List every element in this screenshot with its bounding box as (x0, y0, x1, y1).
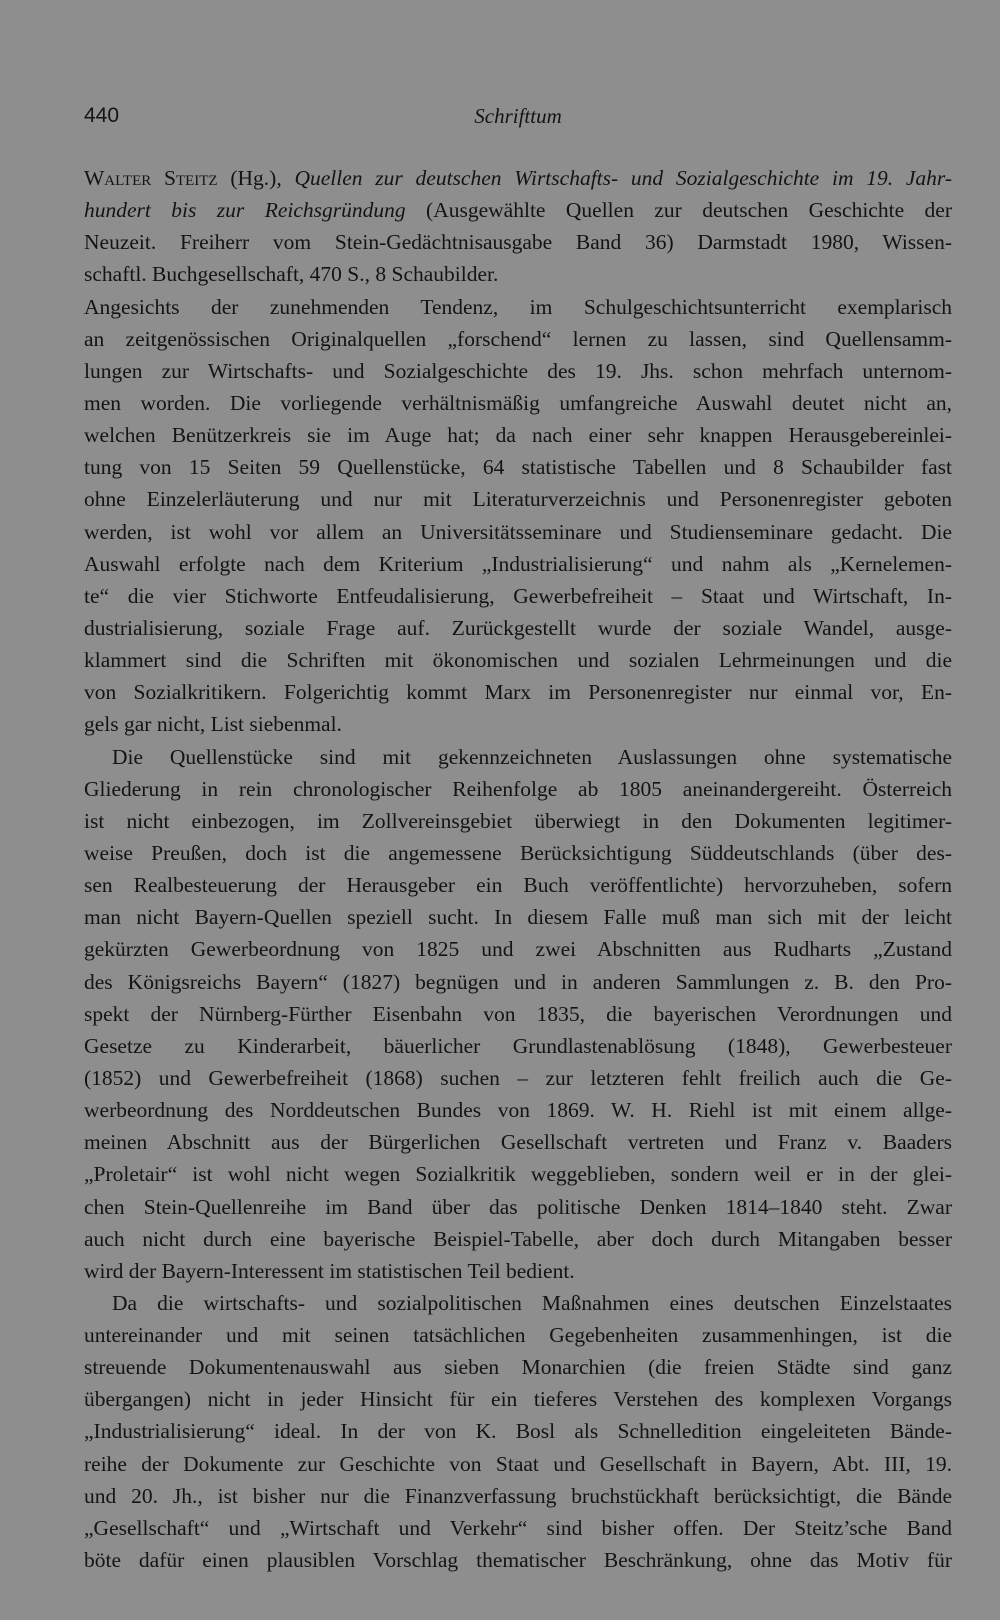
text-line: meinen Abschnitt aus der Bürgerlichen Gesellschaft vertreten und Franz v. Baaders (84, 1130, 952, 1155)
text-line: böte dafür einen plausiblen Vorschlag thematischer Beschränkung, ohne das Motiv für (84, 1548, 952, 1573)
text-line: dustrialisierung, soziale Frage auf. Zurückgestellt wurde der soziale Wandel, ausge- (84, 615, 952, 640)
text-line: ohne Einzelerläuterung und nur mit Literaturverzeichnis und Personenregister geboten (84, 487, 952, 512)
citation-block (84, 162, 952, 291)
citation-series: (Ausgewählte Quellen zur deutschen Geschichte der (405, 198, 952, 223)
text-line: streuende Dokumentenauswahl aus sieben Monarchien (die freien Städte sind ganz (84, 1355, 952, 1380)
text-line: (1852) und Gewerbefreiheit (1868) suchen – zur letzteren fehlt freilich auch die Ge- (84, 1065, 952, 1090)
text-line: Angesichts der zunehmenden Tendenz, im Schulgeschichtsunterricht exemplarisch (84, 294, 952, 319)
paragraph-3 (84, 1287, 952, 1576)
text-line: untereinander und mit seinen tatsächlichen Gegebenheiten zusammenhingen, ist die (84, 1323, 952, 1348)
text-line: „Industrialisierung“ ideal. In der von K. Bosl als Schnelledition eingeleiteten Bände- (84, 1419, 952, 1444)
text-line: auch nicht durch eine bayerische Beispiel-Tabelle, aber doch durch Mitangaben besser (84, 1226, 952, 1251)
text-line: übergangen) nicht in jeder Hinsicht für ein tieferes Verstehen des komplexen Vorgangs (84, 1387, 952, 1412)
citation-line: Neuzeit. Freiherr vom Stein-Gedächtnisausgabe Band 36) Darmstadt 1980, Wissen- (84, 230, 952, 255)
text-line: werden, ist wohl vor allem an Universitätsseminare und Studienseminare gedacht. Die (84, 519, 952, 544)
text-line: „Gesellschaft“ und „Wirtschaft und Verkehr“ sind bisher offen. Der Steitz’sche Band (84, 1515, 952, 1540)
text-line: Die Quellenstücke sind mit gekennzeichneten Auslassungen ohne systematische (112, 744, 952, 769)
section-title: Schrifttum (474, 104, 562, 128)
text-line: weise Preußen, doch ist die angemessene Berücksichtigung Süddeutschlands (über des- (84, 840, 952, 865)
text-line: „Proletair“ ist wohl nicht wegen Sozialkritik weggeblieben, sondern weil er in der glei- (84, 1162, 952, 1187)
text-line: an zeitgenössischen Originalquellen „forschend“ lernen zu lassen, sind Quellensamm- (84, 326, 952, 351)
text-line: des Königsreichs Bayern“ (1827) begnügen und in anderen Sammlungen z. B. den Pro- (84, 969, 952, 994)
text-line: lungen zur Wirtschafts- und Sozialgeschichte des 19. Jhs. schon mehrfach unternom- (84, 358, 952, 383)
text-line: chen Stein-Quellenreihe im Band über das politische Denken 1814–1840 steht. Zwar (84, 1194, 952, 1219)
text-line: Auswahl erfolgte nach dem Kriterium „Industrialisierung“ und nahm als „Kernelemen- (84, 551, 952, 576)
text-line: men worden. Die vorliegende verhältnismäßig umfangreiche Auswahl deutet nicht an, (84, 390, 952, 415)
text-line: werbeordnung des Norddeutschen Bundes von 1869. W. H. Riehl ist mit einem allge- (84, 1098, 952, 1123)
page-number: 440 (84, 104, 120, 127)
citation-title-part2: hundert bis zur Reichsgründung (84, 198, 406, 223)
citation-author: Walter Steitz (84, 166, 218, 190)
text-line: gekürzten Gewerbeordnung von 1825 und zwei Abschnitten aus Rudharts „Zustand (84, 937, 952, 962)
text-line: Da die wirtschafts- und sozialpolitischen Maßnahmen eines deutschen Einzelstaates (112, 1290, 952, 1315)
text-line: wird der Bayern-Interessent im statistischen Teil bedient. (84, 1258, 575, 1283)
citation-editor: (Hg.), (217, 166, 295, 190)
citation-line: schaftl. Buchgesellschaft, 470 S., 8 Schaubilder. (84, 262, 499, 287)
running-head (84, 104, 952, 136)
paragraph-2 (84, 741, 952, 1287)
text-line: man nicht Bayern-Quellen speziell sucht. In diesem Falle muß man sich mit der leicht (84, 905, 952, 930)
text-line: te“ die vier Stichworte Entfeudalisierung, Gewerbefreiheit – Staat und Wirtschaft, In- (84, 583, 952, 608)
paragraph-1 (84, 291, 952, 741)
text-line: klammert sind die Schriften mit ökonomischen und sozialen Lehrmeinungen und die (84, 648, 952, 673)
text-line: spekt der Nürnberg-Fürther Eisenbahn von 1835, die bayerischen Verordnungen und (84, 1001, 952, 1026)
body-text (84, 162, 952, 1576)
text-line: reihe der Dokumente zur Geschichte von Staat und Gesellschaft in Bayern, Abt. III, 19. (84, 1451, 952, 1476)
text-line: sen Realbesteuerung der Herausgeber ein Buch veröffentlichte) hervorzuheben, sofern (84, 873, 952, 898)
citation-line (84, 194, 952, 226)
text-line: und 20. Jh., ist bisher nur die Finanzverfassung bruchstückhaft berücksichtigt, die Bände (84, 1483, 952, 1508)
citation-line (84, 162, 952, 194)
text-line: ist nicht einbezogen, im Zollvereinsgebiet überwiegt in den Dokumenten legitimer- (84, 808, 952, 833)
text-line: von Sozialkritikern. Folgerichtig kommt Marx im Personenregister nur einmal vor, En- (84, 680, 952, 705)
text-line: gels gar nicht, List siebenmal. (84, 712, 342, 737)
text-line: welchen Benützerkreis sie im Auge hat; da nach einer sehr knappen Herausgebereinlei- (84, 423, 952, 448)
text-line: Gesetze zu Kinderarbeit, bäuerlicher Grundlastenablösung (1848), Gewerbesteuer (84, 1033, 952, 1058)
text-line: Gliederung in rein chronologischer Reihenfolge ab 1805 aneinandergereiht. Österreich (84, 776, 952, 801)
citation-title-part1: Quellen zur deutschen Wirtschafts- und Sozialgeschichte im 19. Jahr- (294, 166, 952, 190)
text-line: tung von 15 Seiten 59 Quellenstücke, 64 statistische Tabellen und 8 Schaubilder fast (84, 455, 952, 480)
